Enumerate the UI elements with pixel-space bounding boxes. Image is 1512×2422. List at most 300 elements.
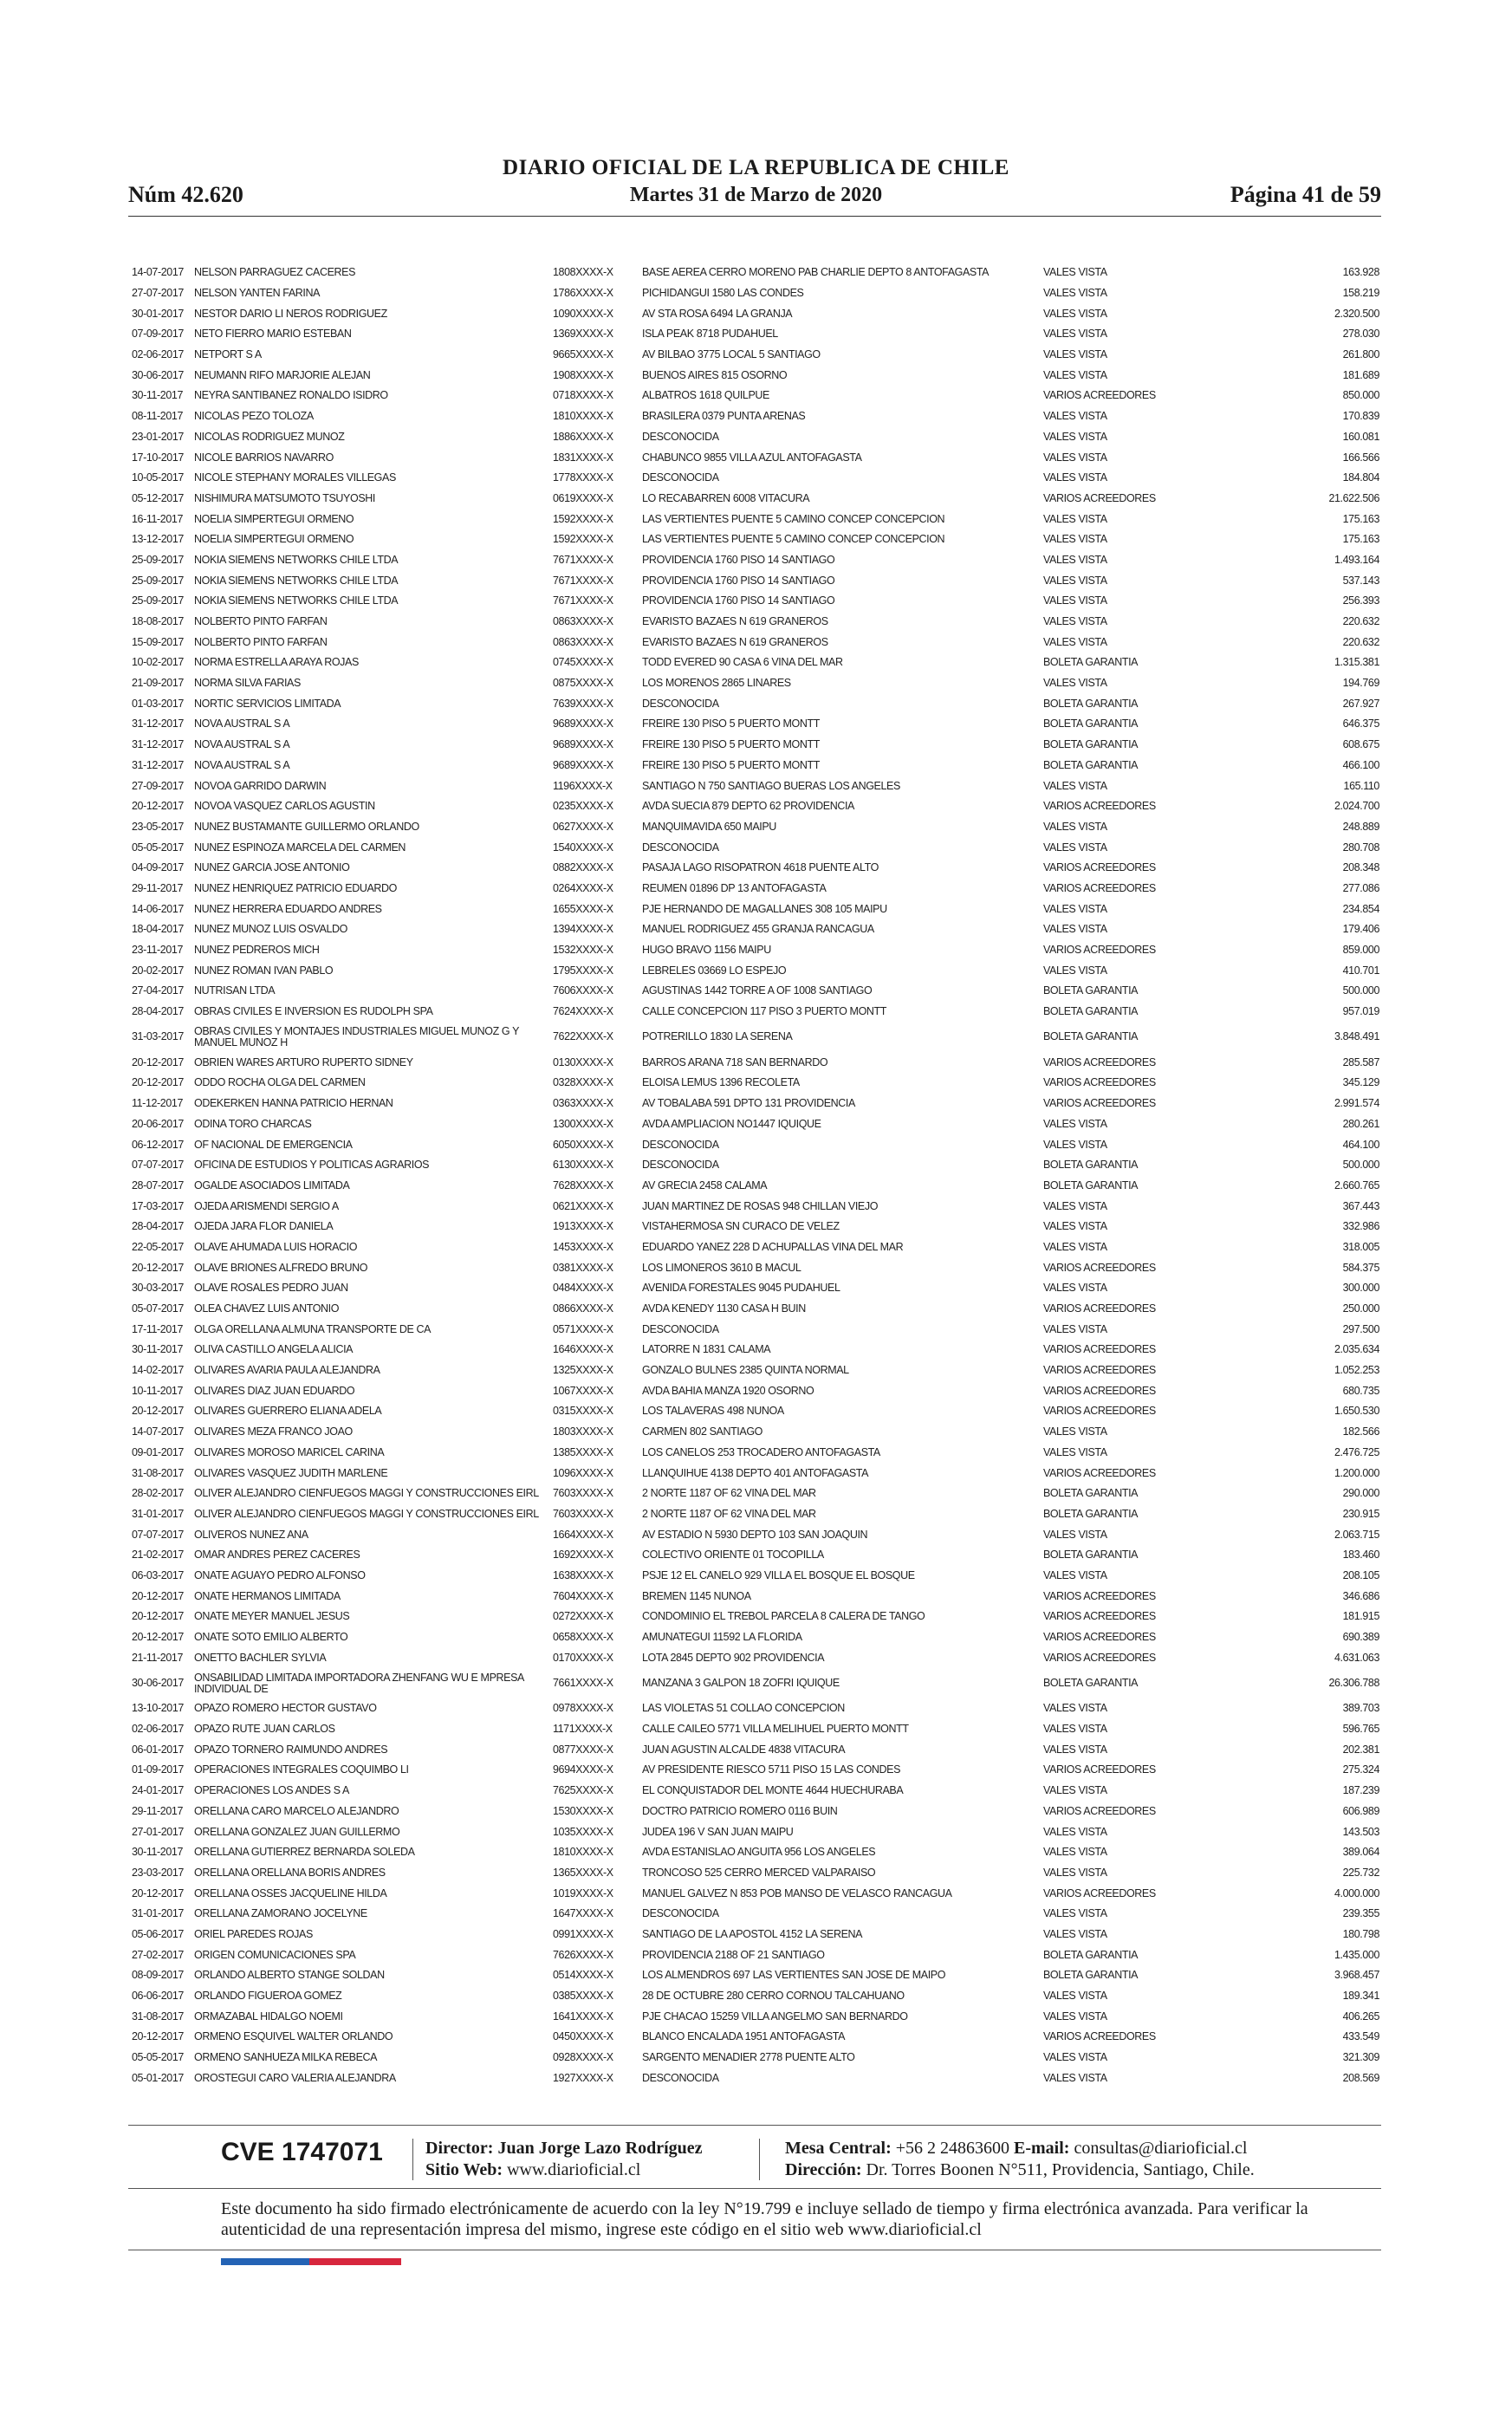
table-row — [128, 940, 1381, 961]
cell-name: NELSON YANTEN FARINA — [194, 287, 321, 300]
cell-date: 31-08-2017 — [132, 1466, 184, 1479]
director-name: Juan Jorge Lazo Rodríguez — [497, 2139, 703, 2158]
cell-date: 25-09-2017 — [132, 553, 184, 566]
cell-instrument: VALES VISTA — [1043, 820, 1107, 833]
table-row — [128, 714, 1381, 735]
cell-instrument: VALES VISTA — [1043, 328, 1107, 341]
cell-name: NEUMANN RIFO MARJORIE ALEJAN — [194, 368, 371, 381]
cell-date: 14-06-2017 — [132, 902, 184, 915]
cell-name: NOELIA SIMPERTEGUI ORMENO — [194, 512, 354, 525]
cell-address: EVARISTO BAZAES N 619 GRANEROS — [642, 615, 828, 628]
cell-amount: 2.991.574 — [1334, 1097, 1379, 1110]
cell-rut: 0514XXXX-X — [553, 1969, 613, 1982]
table-row — [128, 1566, 1381, 1587]
table-row — [128, 899, 1381, 919]
cell-date: 18-08-2017 — [132, 615, 184, 628]
cell-rut: 1795XXXX-X — [553, 964, 613, 977]
cell-rut: 9694XXXX-X — [553, 1763, 613, 1776]
cell-name: OPAZO RUTE JUAN CARLOS — [194, 1723, 335, 1736]
cell-address: LLANQUIHUE 4138 DEPTO 401 ANTOFAGASTA — [642, 1466, 869, 1479]
table-row — [128, 1647, 1381, 1668]
cell-instrument: VALES VISTA — [1043, 1568, 1107, 1581]
cell-instrument: VALES VISTA — [1043, 779, 1107, 792]
cell-rut: 1692XXXX-X — [553, 1549, 613, 1562]
cell-rut: 1035XXXX-X — [553, 1825, 613, 1838]
cell-name: NOVOA GARRIDO DARWIN — [194, 779, 327, 792]
web-link[interactable]: www.diarioficial.cl — [507, 2160, 641, 2179]
cell-instrument: VALES VISTA — [1043, 923, 1107, 936]
cell-address: AVDA AMPLIACION NO1447 IQUIQUE — [642, 1117, 821, 1130]
cell-rut: 7661XXXX-X — [553, 1677, 613, 1690]
cell-date: 20-02-2017 — [132, 964, 184, 977]
table-row — [128, 1134, 1381, 1155]
cell-rut: 9689XXXX-X — [553, 738, 613, 751]
records-body — [128, 263, 1381, 2088]
cell-instrument: VARIOS ACREEDORES — [1043, 1384, 1156, 1397]
cell-amount: 179.406 — [1342, 923, 1379, 936]
cell-address: PJE CHACAO 15259 VILLA ANGELMO SAN BERNARDO — [642, 2010, 908, 2023]
cell-rut: 7625XXXX-X — [553, 1784, 613, 1797]
cell-date: 21-02-2017 — [132, 1549, 184, 1562]
footer-separator — [412, 2139, 413, 2180]
cell-rut: 0866XXXX-X — [553, 1302, 613, 1315]
cell-name: NUNEZ BUSTAMANTE GUILLERMO ORLANDO — [194, 820, 419, 833]
cell-amount: 584.375 — [1342, 1261, 1379, 1274]
cell-instrument: VARIOS ACREEDORES — [1043, 1651, 1156, 1664]
cell-amount: 256.393 — [1342, 594, 1379, 607]
cell-instrument: VARIOS ACREEDORES — [1043, 1631, 1156, 1644]
cell-date: 14-02-2017 — [132, 1364, 184, 1377]
table-row — [128, 858, 1381, 879]
table-row — [128, 1340, 1381, 1360]
cell-name: ORELLANA OSSES JACQUELINE HILDA — [194, 1886, 387, 1899]
cell-date: 13-12-2017 — [132, 533, 184, 546]
contact-block — [785, 2138, 1255, 2181]
cell-rut: 6130XXXX-X — [553, 1159, 613, 1172]
table-row — [128, 1719, 1381, 1740]
cell-date: 30-11-2017 — [132, 1846, 184, 1859]
cell-amount: 187.239 — [1342, 1784, 1379, 1797]
cell-rut: 0627XXXX-X — [553, 820, 613, 833]
cell-date: 02-06-2017 — [132, 1723, 184, 1736]
cell-address: LOTA 2845 DEPTO 902 PROVIDENCIA — [642, 1651, 825, 1664]
cell-rut: 0235XXXX-X — [553, 800, 613, 813]
cell-address: TODD EVERED 90 CASA 6 VINA DEL MAR — [642, 656, 843, 669]
cell-date: 30-01-2017 — [132, 307, 184, 320]
cell-instrument: VALES VISTA — [1043, 1907, 1107, 1920]
cell-address: CHABUNCO 9855 VILLA AZUL ANTOFAGASTA — [642, 451, 862, 464]
cell-instrument: BOLETA GARANTIA — [1043, 1969, 1139, 1982]
cell-name: NUNEZ MUNOZ LUIS OSVALDO — [194, 923, 347, 936]
cell-date: 30-06-2017 — [132, 1677, 184, 1690]
cell-instrument: VALES VISTA — [1043, 1723, 1107, 1736]
cell-name: OLIVEROS NUNEZ ANA — [194, 1528, 308, 1541]
table-row — [128, 673, 1381, 694]
cell-address: PROVIDENCIA 1760 PISO 14 SANTIAGO — [642, 574, 835, 587]
cell-amount: 165.110 — [1343, 779, 1379, 792]
cell-date: 27-09-2017 — [132, 779, 184, 792]
cell-rut: 1453XXXX-X — [553, 1240, 613, 1253]
cell-amount: 160.081 — [1342, 430, 1379, 443]
cell-date: 27-01-2017 — [132, 1825, 184, 1838]
cell-amount: 859.000 — [1342, 944, 1379, 957]
cell-date: 07-09-2017 — [132, 328, 184, 341]
cell-name: OLEA CHAVEZ LUIS ANTONIO — [194, 1302, 340, 1315]
cell-address: DESCONOCIDA — [642, 1159, 719, 1172]
cell-date: 29-11-2017 — [132, 1804, 184, 1817]
cell-address: CONDOMINIO EL TREBOL PARCELA 8 CALERA DE TANGO — [642, 1610, 925, 1623]
cell-address: DESCONOCIDA — [642, 1138, 719, 1151]
cell-amount: 239.355 — [1342, 1907, 1379, 1920]
cell-instrument: VALES VISTA — [1043, 964, 1107, 977]
cell-name: OLIVARES MOROSO MARICEL CARINA — [194, 1445, 385, 1458]
table-row — [128, 509, 1381, 529]
cell-instrument: VALES VISTA — [1043, 1846, 1107, 1859]
table-row — [128, 365, 1381, 386]
cell-rut: 0328XXXX-X — [553, 1076, 613, 1089]
cell-instrument: VALES VISTA — [1043, 1240, 1107, 1253]
cell-rut: 1096XXXX-X — [553, 1466, 613, 1479]
cell-rut: 6050XXXX-X — [553, 1138, 613, 1151]
cell-date: 14-07-2017 — [132, 1425, 184, 1438]
cell-name: NOLBERTO PINTO FARFAN — [194, 635, 328, 648]
cell-date: 23-11-2017 — [132, 944, 184, 957]
cell-date: 27-02-2017 — [132, 1948, 184, 1961]
cell-rut: 0621XXXX-X — [553, 1199, 613, 1212]
table-row — [128, 612, 1381, 633]
cell-address: POTRERILLO 1830 LA SERENA — [642, 1030, 793, 1043]
cell-address: MANUEL RODRIGUEZ 455 GRANJA RANCAGUA — [642, 923, 874, 936]
cell-amount: 166.566 — [1342, 451, 1379, 464]
cell-amount: 183.460 — [1342, 1549, 1379, 1562]
cell-rut: 0745XXXX-X — [553, 656, 613, 669]
cell-name: ONATE MEYER MANUEL JESUS — [194, 1610, 350, 1623]
cell-name: NUTRISAN LTDA — [194, 984, 276, 997]
cell-amount: 181.689 — [1342, 368, 1379, 381]
cell-instrument: VARIOS ACREEDORES — [1043, 1261, 1156, 1274]
table-row — [128, 1925, 1381, 1945]
table-row — [128, 1278, 1381, 1299]
cell-date: 28-04-2017 — [132, 1220, 184, 1233]
cell-instrument: VALES VISTA — [1043, 1138, 1107, 1151]
cell-date: 20-12-2017 — [132, 1589, 184, 1602]
cell-address: EVARISTO BAZAES N 619 GRANEROS — [642, 635, 828, 648]
cell-name: NOVOA VASQUEZ CARLOS AGUSTIN — [194, 800, 375, 813]
cell-instrument: BOLETA GARANTIA — [1043, 1948, 1139, 1961]
cell-date: 01-03-2017 — [132, 697, 184, 710]
table-row — [128, 324, 1381, 345]
cell-instrument: BOLETA GARANTIA — [1043, 656, 1139, 669]
cell-name: NICOLAS RODRIGUEZ MUNOZ — [194, 430, 345, 443]
cell-date: 15-09-2017 — [132, 635, 184, 648]
footer-divider-mid — [128, 2188, 1381, 2189]
cell-rut: 0658XXXX-X — [553, 1631, 613, 1644]
table-row — [128, 303, 1381, 324]
cell-name: OLIVER ALEJANDRO CIENFUEGOS MAGGI Y CONSTRUCCIONES EIRL — [194, 1507, 539, 1520]
table-row — [128, 1586, 1381, 1607]
table-row — [128, 1504, 1381, 1525]
cell-rut: 1196XXXX-X — [553, 779, 613, 792]
director-block — [425, 2138, 703, 2181]
cell-date: 30-06-2017 — [132, 368, 184, 381]
footer-divider-top — [128, 2125, 1381, 2126]
cell-address: AV BILBAO 3775 LOCAL 5 SANTIAGO — [642, 348, 821, 361]
cell-date: 05-06-2017 — [132, 1927, 184, 1940]
cell-date: 09-01-2017 — [132, 1445, 184, 1458]
publication-title: DIARIO OFICIAL DE LA REPUBLICA DE CHILE — [503, 156, 1009, 179]
cell-date: 20-12-2017 — [132, 1405, 184, 1418]
table-row — [128, 1073, 1381, 1094]
cell-amount: 170.839 — [1342, 410, 1379, 423]
table-row — [128, 1986, 1381, 2007]
cell-rut: 1171XXXX-X — [553, 1723, 613, 1736]
cell-address: 28 DE OCTUBRE 280 CERRO CORNOU TALCAHUANO — [642, 1990, 905, 2003]
cell-name: ONETTO BACHLER SYLVIA — [194, 1651, 327, 1664]
cell-address: BUENOS AIRES 815 OSORNO — [642, 368, 788, 381]
cell-address: BARROS ARANA 718 SAN BERNARDO — [642, 1055, 828, 1068]
cell-instrument: VARIOS ACREEDORES — [1043, 1055, 1156, 1068]
cell-instrument: VALES VISTA — [1043, 1425, 1107, 1438]
table-row — [128, 447, 1381, 468]
cell-rut: 1886XXXX-X — [553, 430, 613, 443]
cell-rut: 1786XXXX-X — [553, 287, 613, 300]
cell-name: OJEDA JARA FLOR DANIELA — [194, 1220, 334, 1233]
cell-rut: 0484XXXX-X — [553, 1282, 613, 1295]
cell-address: LOS MORENOS 2865 LINARES — [642, 677, 791, 690]
cell-address: LAS VIOLETAS 51 COLLAO CONCEPCION — [642, 1702, 845, 1715]
cell-name: NOLBERTO PINTO FARFAN — [194, 615, 328, 628]
cell-address: PJE HERNANDO DE MAGALLANES 308 105 MAIPU — [642, 902, 887, 915]
cell-amount: 1.052.253 — [1334, 1364, 1379, 1377]
cell-amount: 2.024.700 — [1334, 800, 1379, 813]
cell-instrument: VARIOS ACREEDORES — [1043, 1610, 1156, 1623]
table-row — [128, 1607, 1381, 1627]
cell-name: NOVA AUSTRAL S A — [194, 758, 290, 771]
cell-rut: 0264XXXX-X — [553, 881, 613, 894]
cell-name: ONATE AGUAYO PEDRO ALFONSO — [194, 1568, 366, 1581]
email-link[interactable]: consultas@diarioficial.cl — [1074, 2139, 1248, 2158]
table-row — [128, 529, 1381, 550]
cell-amount: 261.800 — [1342, 348, 1379, 361]
cell-date: 01-09-2017 — [132, 1763, 184, 1776]
cell-rut: 1592XXXX-X — [553, 533, 613, 546]
cell-rut: 1831XXXX-X — [553, 451, 613, 464]
table-row — [128, 837, 1381, 858]
cell-rut: 0877XXXX-X — [553, 1743, 613, 1756]
table-row — [128, 1002, 1381, 1023]
cell-address: LOS LIMONEROS 3610 B MACUL — [642, 1261, 801, 1274]
table-row — [128, 1904, 1381, 1925]
cell-address: AVDA KENEDY 1130 CASA H BUIN — [642, 1302, 806, 1315]
cell-rut: 0978XXXX-X — [553, 1702, 613, 1715]
cell-date: 08-11-2017 — [132, 410, 184, 423]
cell-amount: 318.005 — [1342, 1240, 1379, 1253]
table-row — [128, 2048, 1381, 2068]
cell-name: OBRAS CIVILES E INVERSION ES RUDOLPH SPA — [194, 1005, 433, 1018]
cell-instrument: BOLETA GARANTIA — [1043, 738, 1139, 751]
table-row — [128, 1155, 1381, 1176]
footer-separator — [759, 2139, 760, 2180]
cell-address: MANUEL GALVEZ N 853 POB MANSO DE VELASCO RANCAGUA — [642, 1886, 952, 1899]
cell-rut: 0385XXXX-X — [553, 1990, 613, 2003]
cell-amount: 2.660.765 — [1334, 1179, 1379, 1192]
cell-date: 31-12-2017 — [132, 718, 184, 730]
cell-address: EDUARDO YANEZ 228 D ACHUPALLAS VINA DEL MAR — [642, 1240, 904, 1253]
page-number: Página 41 de 59 — [1230, 182, 1381, 207]
cell-amount: 220.632 — [1342, 635, 1379, 648]
cell-rut: 1927XXXX-X — [553, 2071, 613, 2084]
table-row — [128, 1524, 1381, 1545]
cell-address: DESCONOCIDA — [642, 471, 719, 484]
cell-amount: 280.261 — [1342, 1117, 1379, 1130]
cell-instrument: VARIOS ACREEDORES — [1043, 1589, 1156, 1602]
table-row — [128, 1052, 1381, 1073]
cell-rut: 1067XXXX-X — [553, 1384, 613, 1397]
cell-name: ORMAZABAL HIDALGO NOEMI — [194, 2010, 343, 2023]
cell-date: 28-02-2017 — [132, 1487, 184, 1500]
table-row — [128, 1627, 1381, 1648]
cell-address: HUGO BRAVO 1156 MAIPU — [642, 944, 771, 957]
cell-address: FREIRE 130 PISO 5 PUERTO MONTT — [642, 718, 820, 730]
cell-address: REUMEN 01896 DP 13 ANTOFAGASTA — [642, 881, 827, 894]
cell-name: NOELIA SIMPERTEGUI ORMENO — [194, 533, 354, 546]
cell-name: OBRAS CIVILES Y MONTAJES INDUSTRIALES MIGUEL MUNOZ G Y MANUEL MUNOZ H — [194, 1024, 519, 1049]
cell-name: NISHIMURA MATSUMOTO TSUYOSHI — [194, 491, 375, 504]
cell-instrument: BOLETA GARANTIA — [1043, 1179, 1139, 1192]
table-row — [128, 2006, 1381, 2027]
table-row — [128, 1422, 1381, 1443]
address-label: Dirección: — [785, 2160, 862, 2179]
cell-instrument: VALES VISTA — [1043, 287, 1107, 300]
cell-name: OJEDA ARISMENDI SERGIO A — [194, 1199, 339, 1212]
cell-instrument: VALES VISTA — [1043, 1825, 1107, 1838]
cell-date: 20-06-2017 — [132, 1117, 184, 1130]
cell-rut: 9665XXXX-X — [553, 348, 613, 361]
cell-date: 21-11-2017 — [132, 1651, 184, 1664]
cell-date: 05-01-2017 — [132, 2071, 184, 2084]
cell-name: NUNEZ HERRERA EDUARDO ANDRES — [194, 902, 382, 915]
cell-amount: 225.732 — [1342, 1866, 1379, 1879]
cell-name: OLIVARES MEZA FRANCO JOAO — [194, 1425, 353, 1438]
cell-amount: 278.030 — [1342, 328, 1379, 341]
cell-rut: 1300XXXX-X — [553, 1117, 613, 1130]
cell-instrument: VALES VISTA — [1043, 677, 1107, 690]
cell-amount: 608.675 — [1342, 738, 1379, 751]
cell-address: SANTIAGO N 750 SANTIAGO BUERAS LOS ANGELES — [642, 779, 900, 792]
table-row — [128, 632, 1381, 653]
table-row — [128, 1380, 1381, 1401]
cell-date: 11-12-2017 — [132, 1097, 184, 1110]
cell-amount: 1.315.381 — [1334, 656, 1379, 669]
cell-amount: 690.389 — [1342, 1631, 1379, 1644]
cell-name: NETO FIERRO MARIO ESTEBAN — [194, 328, 352, 341]
cell-rut: 1540XXXX-X — [553, 841, 613, 854]
cell-address: LOS ALMENDROS 697 LAS VERTIENTES SAN JOSE DE MAIPO — [642, 1969, 946, 1982]
cell-instrument: BOLETA GARANTIA — [1043, 697, 1139, 710]
table-row — [128, 1668, 1381, 1698]
table-row — [128, 1484, 1381, 1504]
cell-instrument: VALES VISTA — [1043, 451, 1107, 464]
cell-instrument: VALES VISTA — [1043, 2051, 1107, 2064]
cell-rut: 1365XXXX-X — [553, 1866, 613, 1879]
table-row — [128, 263, 1381, 283]
cell-rut: 1385XXXX-X — [553, 1445, 613, 1458]
cell-address: VISTAHERMOSA SN CURACO DE VELEZ — [642, 1220, 840, 1233]
cell-instrument: VALES VISTA — [1043, 410, 1107, 423]
cell-rut: 9689XXXX-X — [553, 718, 613, 730]
cell-rut: 1325XXXX-X — [553, 1364, 613, 1377]
cell-instrument: BOLETA GARANTIA — [1043, 758, 1139, 771]
cell-address: BASE AEREA CERRO MORENO PAB CHARLIE DEPTO 8 ANTOFAGASTA — [642, 266, 990, 279]
cell-address: DOCTRO PATRICIO ROMERO 0116 BUIN — [642, 1804, 838, 1817]
cell-rut: 1638XXXX-X — [553, 1568, 613, 1581]
cell-address: ALBATROS 1618 QUILPUE — [642, 389, 769, 402]
cell-name: NESTOR DARIO LI NEROS RODRIGUEZ — [194, 307, 387, 320]
cell-date: 31-03-2017 — [132, 1030, 184, 1043]
cell-rut: 1369XXXX-X — [553, 328, 613, 341]
cell-address: AGUSTINAS 1442 TORRE A OF 1008 SANTIAGO — [642, 984, 873, 997]
cell-instrument: VALES VISTA — [1043, 841, 1107, 854]
cell-address: PSJE 12 EL CANELO 929 VILLA EL BOSQUE EL BOSQUE — [642, 1568, 915, 1581]
table-row — [128, 1299, 1381, 1320]
cell-date: 17-10-2017 — [132, 451, 184, 464]
cell-name: ORMENO SANHUEZA MILKA REBECA — [194, 2051, 378, 2064]
table-row — [128, 1965, 1381, 1986]
cell-instrument: VARIOS ACREEDORES — [1043, 1302, 1156, 1315]
cell-instrument: VALES VISTA — [1043, 2010, 1107, 2023]
cell-rut: 1810XXXX-X — [553, 410, 613, 423]
cell-rut: 1530XXXX-X — [553, 1804, 613, 1817]
cell-name: NUNEZ ROMAN IVAN PABLO — [194, 964, 334, 977]
cell-instrument: VARIOS ACREEDORES — [1043, 1466, 1156, 1479]
cell-amount: 500.000 — [1342, 1159, 1379, 1172]
cell-instrument: BOLETA GARANTIA — [1043, 984, 1139, 997]
cell-instrument: VARIOS ACREEDORES — [1043, 1076, 1156, 1089]
cell-amount: 406.265 — [1342, 2010, 1379, 2023]
cell-date: 28-04-2017 — [132, 1005, 184, 1018]
cell-address: LAS VERTIENTES PUENTE 5 CAMINO CONCEP CONCEPCION — [642, 512, 945, 525]
cell-instrument: VALES VISTA — [1043, 635, 1107, 648]
table-row — [128, 2027, 1381, 2048]
cell-instrument: VALES VISTA — [1043, 1322, 1107, 1335]
cell-instrument: VALES VISTA — [1043, 594, 1107, 607]
cell-rut: 0882XXXX-X — [553, 861, 613, 874]
cell-amount: 158.219 — [1342, 287, 1379, 300]
cell-amount: 220.632 — [1342, 615, 1379, 628]
cell-date: 23-05-2017 — [132, 820, 184, 833]
table-row — [128, 1802, 1381, 1822]
cell-date: 25-09-2017 — [132, 594, 184, 607]
cell-address: 2 NORTE 1187 OF 62 VINA DEL MAR — [642, 1507, 816, 1520]
table-row — [128, 1443, 1381, 1464]
table-row — [128, 1022, 1381, 1052]
cell-amount: 290.000 — [1342, 1487, 1379, 1500]
cell-name: NUNEZ GARCIA JOSE ANTONIO — [194, 861, 350, 874]
cell-name: OF NACIONAL DE EMERGENCIA — [194, 1138, 353, 1151]
cell-rut: 1778XXXX-X — [553, 471, 613, 484]
cell-instrument: BOLETA GARANTIA — [1043, 1030, 1139, 1043]
table-row — [128, 796, 1381, 817]
cell-name: NETPORT S A — [194, 348, 262, 361]
cell-instrument: VARIOS ACREEDORES — [1043, 1763, 1156, 1776]
cell-instrument: VALES VISTA — [1043, 1990, 1107, 2003]
cell-date: 06-12-2017 — [132, 1138, 184, 1151]
cell-date: 04-09-2017 — [132, 861, 184, 874]
cell-instrument: VALES VISTA — [1043, 266, 1107, 279]
cell-date: 31-12-2017 — [132, 758, 184, 771]
cell-rut: 7671XXXX-X — [553, 574, 613, 587]
cell-name: OFICINA DE ESTUDIOS Y POLITICAS AGRARIOS — [194, 1159, 430, 1172]
